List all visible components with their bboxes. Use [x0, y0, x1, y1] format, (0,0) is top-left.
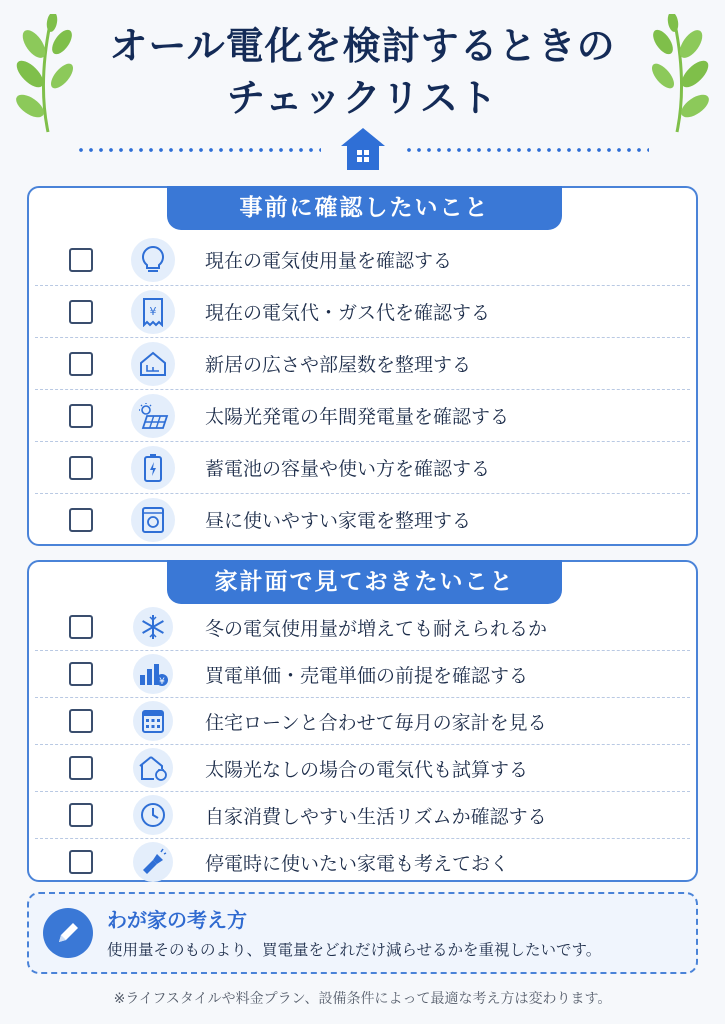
checkbox[interactable]	[69, 508, 93, 532]
checklist-item-label: 買電単価・売電単価の前提を確認する	[205, 664, 529, 687]
house-floorplan-icon	[131, 342, 175, 386]
checklist-item-label: 住宅ローンと合わせて毎月の家計を見る	[205, 711, 547, 734]
checklist-item-label: 太陽光なしの場合の電気代も試算する	[205, 758, 529, 781]
checklist-item-label: 新居の広さや部屋数を整理する	[205, 354, 472, 376]
checkbox[interactable]	[69, 456, 93, 480]
divider-dots-left	[76, 148, 321, 152]
washing-machine-icon	[131, 498, 175, 542]
checkbox[interactable]	[69, 756, 93, 780]
checklist-item	[35, 442, 690, 494]
checkbox[interactable]	[69, 850, 93, 874]
checklist-item-label: 現在の電気代・ガス代を確認する	[205, 302, 491, 324]
section-heading: 事前に確認したいこと	[167, 186, 562, 230]
checklist-item	[35, 792, 690, 839]
calendar-icon	[133, 701, 173, 741]
checklist	[29, 604, 696, 885]
bar-chart-yen-icon	[133, 654, 173, 694]
svg-text:¥: ¥	[149, 304, 157, 318]
pencil-icon	[43, 908, 93, 958]
checkbox[interactable]	[69, 352, 93, 376]
checkbox[interactable]	[69, 803, 93, 827]
solar-panel-icon	[131, 394, 175, 438]
checklist	[29, 234, 696, 545]
title-divider	[76, 126, 649, 170]
receipt-yen-icon	[131, 290, 175, 334]
checklist-item	[35, 234, 690, 286]
page-title	[0, 20, 725, 124]
note-text: 使用量そのものより、買電量をどれだけ減らせるかを重視したいです。	[107, 941, 602, 959]
checklist-item-label: 停電時に使いたい家電も考えておく	[205, 852, 510, 875]
checklist-item-label: 自家消費しやすい生活リズムか確認する	[205, 805, 547, 828]
checklist-item	[35, 338, 690, 390]
title-line-1: オール電化を検討するときの	[109, 24, 616, 68]
checklist-item-label: 昼に使いやすい家電を整理する	[205, 510, 472, 532]
footnote: ※ライフスタイルや料金プラン、設備条件によって最適な考え方は変わります。	[113, 991, 612, 1007]
checklist-item-label: 冬の電気使用量が増えても耐えられるか	[205, 617, 548, 640]
section-heading: 家計面で見ておきたいこと	[167, 560, 562, 604]
checklist-item	[35, 745, 690, 792]
section-household-budget	[27, 560, 698, 882]
checkbox[interactable]	[69, 404, 93, 428]
snowflake-icon	[133, 607, 173, 647]
checklist-item	[35, 390, 690, 442]
flashlight-icon	[133, 842, 173, 882]
lightbulb-icon	[131, 238, 175, 282]
checklist-item-label: 太陽光発電の年間発電量を確認する	[205, 406, 510, 428]
svg-text:¥: ¥	[159, 677, 165, 687]
checklist-item	[35, 604, 690, 651]
checkbox[interactable]	[69, 615, 93, 639]
house-icon	[338, 126, 388, 172]
battery-icon	[131, 446, 175, 490]
note-title: わが家の考え方	[107, 908, 247, 932]
checklist-item	[35, 286, 690, 338]
checklist-item	[35, 651, 690, 698]
checklist-item	[35, 698, 690, 745]
checkbox[interactable]	[69, 662, 93, 686]
note-box	[27, 892, 698, 974]
checkbox[interactable]	[69, 709, 93, 733]
checklist-item-label: 蓄電池の容量や使い方を確認する	[205, 458, 491, 480]
house-plug-icon	[133, 748, 173, 788]
checklist-item	[35, 494, 690, 545]
checklist-item-label: 現在の電気使用量を確認する	[205, 250, 453, 272]
divider-dots-right	[404, 148, 649, 152]
title-line-2: チェックリスト	[226, 76, 499, 120]
checkbox[interactable]	[69, 248, 93, 272]
section-pre-check	[27, 186, 698, 546]
checklist-item	[35, 839, 690, 885]
clock-icon	[133, 795, 173, 835]
checkbox[interactable]	[69, 300, 93, 324]
